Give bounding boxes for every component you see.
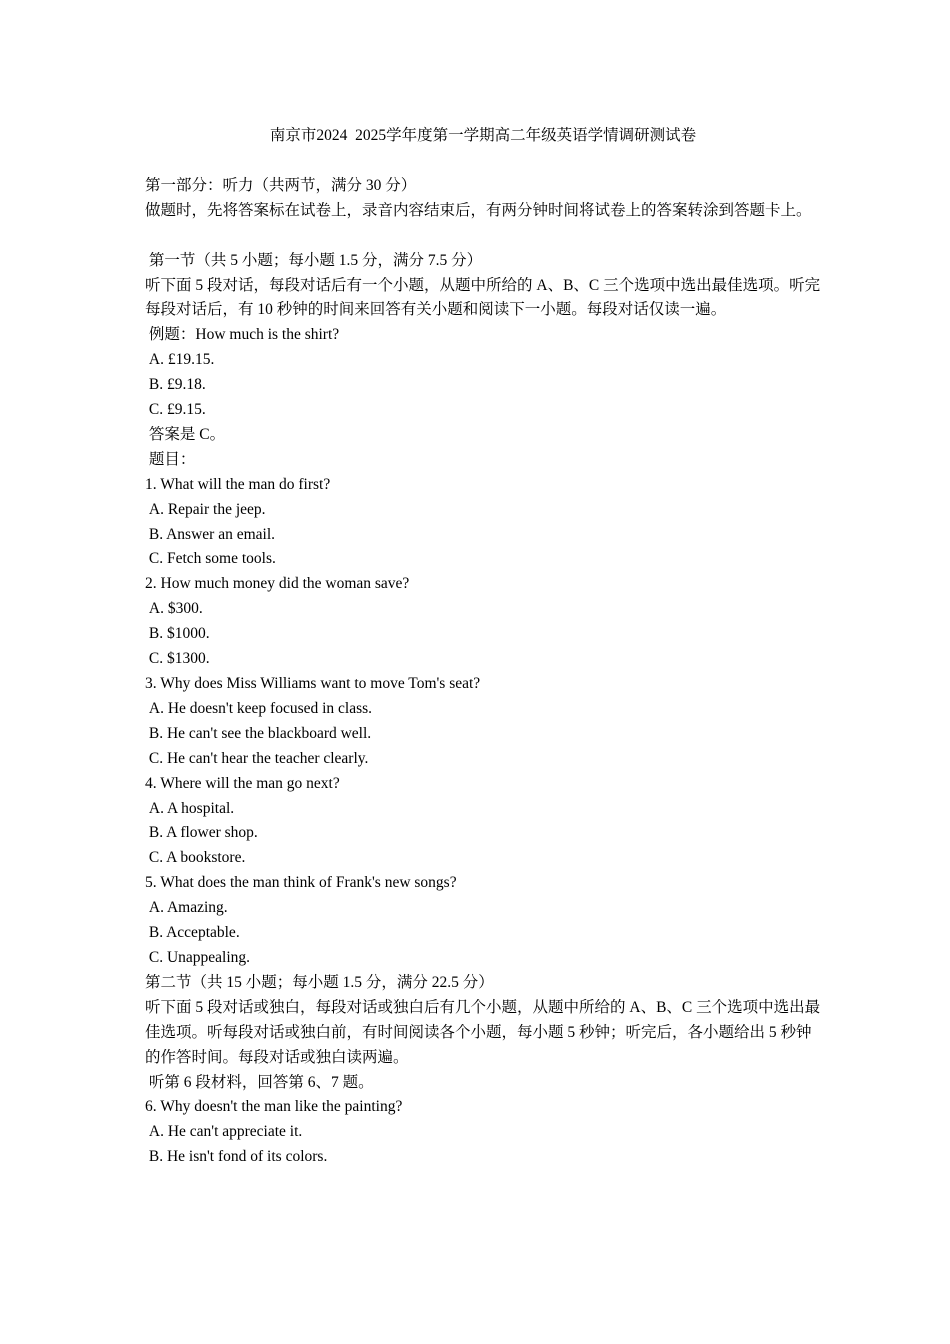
example-option: C. £9.15. (145, 401, 206, 419)
question-1: 1. What will the man do first? (145, 475, 331, 493)
question-option: A. He doesn't keep focused in class. (145, 699, 373, 717)
exam-title: 南京市2024 2025学年度第一学期高二年级英语学情调研测试卷 (269, 127, 697, 144)
section2-instruction: 听下面 5 段对话或独白，每段对话或独白后有几个小题，从题中所给的 A、B、C 三个选项中选出最佳选项。听每段对话或独白前，有时间阅读各个小题，每小题 5 秒钟；听完后，各小题给出 5 秒钟的作答时间。每段对话或独白读两遍。 (145, 998, 821, 1066)
question-6: 6. Why doesn't the man like the painting? (145, 1098, 403, 1116)
question-option: B. $1000. (145, 625, 210, 643)
question-option: C. $1300. (145, 650, 210, 668)
question-option: A. He can't appreciate it. (145, 1123, 303, 1141)
question-3: 3. Why does Miss Williams want to move Tom's seat? (145, 675, 481, 693)
example-question: 例题：How much is the shirt? (145, 326, 340, 344)
question-option: A. Amazing. (145, 899, 228, 917)
question-option: C. Unappealing. (145, 948, 251, 966)
section2-heading: 第二节（共 15 小题；每小题 1.5 分，满分 22.5 分） (145, 973, 494, 991)
question-option: A. $300. (145, 600, 203, 618)
part1-heading: 第一部分：听力（共两节，满分 30 分） (145, 176, 417, 194)
example-option: B. £9.18. (145, 376, 206, 394)
section1-instruction: 听下面 5 段对话，每段对话后有一个小题，从题中所给的 A、B、C 三个选项中选出最佳选项。听完每段对话后，有 10 秒钟的时间来回答有关小题和阅读下一小题。每段对话仅读一遍。 (145, 276, 821, 319)
question-option: B. He can't see the blackboard well. (145, 724, 372, 742)
exam-page (145, 124, 821, 1170)
question-option: C. A bookstore. (145, 849, 246, 867)
questions-label: 题目： (145, 450, 196, 468)
question-option: A. Repair the jeep. (145, 500, 266, 518)
question-4: 4. Where will the man go next? (145, 774, 340, 792)
section1-heading: 第一节（共 5 小题；每小题 1.5 分，满分 7.5 分） (145, 251, 483, 269)
question-option: C. He can't hear the teacher clearly. (145, 749, 369, 767)
question-option: B. He isn't fond of its colors. (145, 1148, 328, 1166)
question-option: B. Acceptable. (145, 924, 240, 942)
question-option: C. Fetch some tools. (145, 550, 276, 568)
part1-instruction: 做题时，先将答案标在试卷上，录音内容结束后，有两分钟时间将试卷上的答案转涂到答题卡上。 (145, 201, 812, 219)
question-5: 5. What does the man think of Frank's new songs? (145, 874, 457, 892)
question-option: B. A flower shop. (145, 824, 258, 842)
spacer (145, 224, 821, 249)
question-option: A. A hospital. (145, 799, 235, 817)
example-option: A. £19.15. (145, 351, 215, 369)
question-option: B. Answer an email. (145, 525, 276, 543)
question-2: 2. How much money did the woman save? (145, 575, 410, 593)
material-note: 听第 6 段材料，回答第 6、7 题。 (145, 1073, 374, 1091)
example-answer: 答案是 C。 (145, 425, 226, 443)
